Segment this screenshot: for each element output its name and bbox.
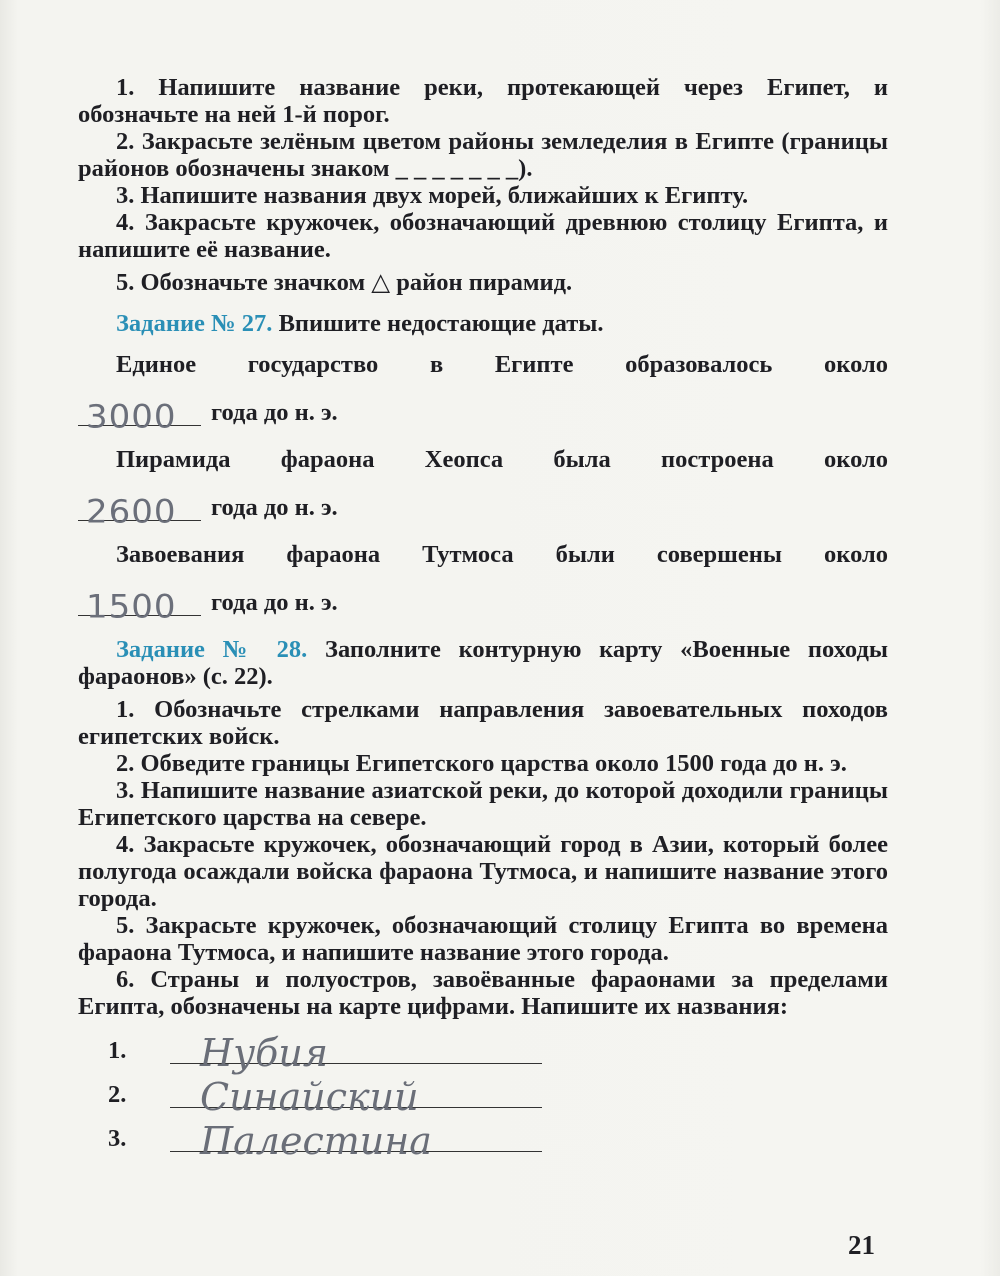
task28-instruction: Заполните контурную карту «Военные походы фараонов» (с. 22). bbox=[78, 636, 888, 690]
answer-blank[interactable] bbox=[78, 575, 201, 627]
handwritten-answer: Синайский bbox=[200, 1075, 419, 1119]
page-content bbox=[78, 74, 888, 1163]
handwritten-answer: 1500 bbox=[86, 588, 177, 627]
answer-line[interactable] bbox=[170, 1071, 542, 1119]
task28-item-3: 3. Напишите название азиатской реки, до которой доходили границы Египетского царства на севере. bbox=[78, 777, 888, 831]
handwritten-answer: 3000 bbox=[86, 398, 177, 437]
task27-answer-row-2: 2600 года до н. э. bbox=[78, 473, 888, 521]
answer-line[interactable] bbox=[170, 1027, 542, 1075]
task28-answer-1: 1. Нубия bbox=[78, 1020, 888, 1064]
task28-item-5: 5. Закрасьте кружочек, обозначающий столицу Египта во времена фараона Тутмоса, и напишите название этого города. bbox=[78, 912, 888, 966]
task28-item-2: 2. Обведите границы Египетского царства около 1500 года до н. э. bbox=[116, 750, 847, 777]
task28-answer-2: 2. Синайский bbox=[78, 1064, 888, 1108]
task28-answer-3: 3. Палестина bbox=[78, 1108, 888, 1152]
answer-blank[interactable] bbox=[78, 385, 201, 437]
answer-line[interactable] bbox=[170, 1115, 542, 1163]
task27-heading bbox=[78, 310, 888, 337]
task27-question-3: Завоевания фараона Тутмоса были совершены около bbox=[116, 541, 888, 568]
task27-instruction: Впишите недостающие даты. bbox=[278, 310, 604, 337]
task26-item-1: 1. Напишите название реки, протекающей через Египет, и обозначьте на ней 1-й порог. bbox=[78, 74, 888, 128]
task27-answer-row-3: 1500 года до н. э. bbox=[78, 568, 888, 616]
task27-number: Задание № 27. bbox=[116, 310, 273, 337]
handwritten-answer: Нубия bbox=[200, 1031, 329, 1075]
handwritten-answer: Палестина bbox=[200, 1119, 432, 1163]
task26-item-5: 5. Обозначьте значком △ район пирамид. bbox=[116, 269, 573, 296]
task27-answer-row-1: 3000 года до н. э. bbox=[78, 378, 888, 426]
task28-item-6: 6. Страны и полуостров, завоёванные фараонами за пределами Египта, обозначены на карте цифрами. Напишите их названия: bbox=[78, 966, 888, 1020]
task28-heading bbox=[78, 636, 888, 690]
task28-item-4: 4. Закрасьте кружочек, обозначающий город в Азии, который более полугода осаждали войска фараона Тутмоса, и напишите название этого города. bbox=[78, 831, 888, 912]
task28-number: Задание № 28. bbox=[116, 636, 308, 663]
task26-item-2: 2. Закрасьте зелёным цветом районы земледелия в Египте (границы районов обозначены знаком _ _ _ _ _ _ _). bbox=[78, 128, 888, 182]
page-number: 21 bbox=[848, 1230, 875, 1260]
task27-question-1: Единое государство в Египте образовалось около bbox=[116, 351, 888, 378]
task26-item-3: 3. Напишите названия двух морей, ближайших к Египту. bbox=[116, 182, 749, 209]
answer-blank[interactable] bbox=[78, 480, 201, 532]
task27-question-2: Пирамида фараона Хеопса была построена около bbox=[116, 446, 888, 473]
handwritten-answer: 2600 bbox=[86, 493, 177, 532]
task26-item-4: 4. Закрасьте кружочек, обозначающий древнюю столицу Египта, и напишите её название. bbox=[78, 209, 888, 263]
task28-item-1: 1. Обозначьте стрелками направления завоевательных походов египетских войск. bbox=[78, 696, 888, 750]
